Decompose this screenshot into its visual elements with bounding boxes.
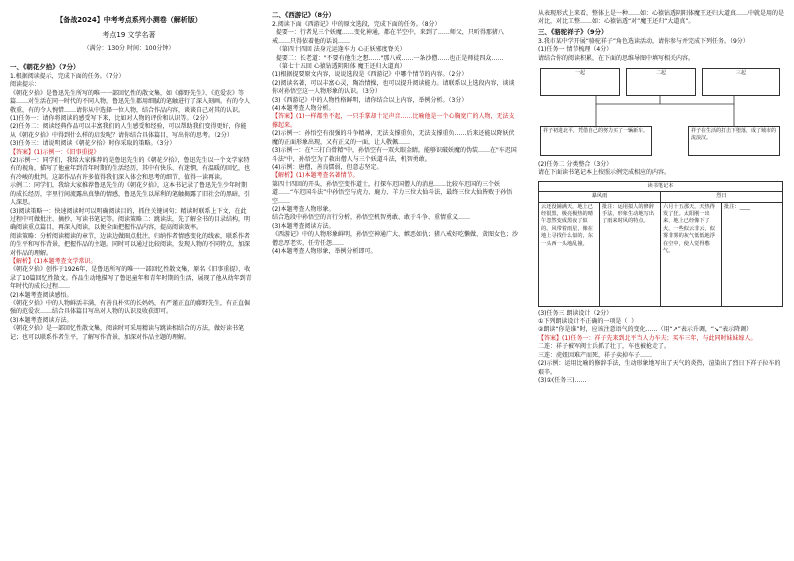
question-text: 1.根据阅读提示，完成下面的任务。（7分） 阅读提示： 《朝花夕拾》是鲁迅先生所写的唯一一部回忆性的散文集，如《藤野先生》、《范爱农》等篇……对生活在同一时代的不同人物，鲁迅先生都用细腻的笔触进行了深入刻画。有的令人敬重，有的令人惋惜……请你从中选择一位人物，结合作品内容，谈谈自己对其的认识。	[10, 73, 251, 114]
node-heading: 一起	[574, 70, 585, 77]
analysis-tag: 【解析】(1)本题考查名著情节。	[272, 172, 359, 180]
task-list: (1)任务一：请你将阅读的感受写下来，比如对人物的评价和认识等。（2分） (2)任务二：阅读经典作品可以丰富我们的人生感受和经验，可以帮助我们变得更好，你能从《朝花夕拾》中得到什么样的启发呢？请你结合具体篇目，写出你的思考。（2分） (3)任务三：请说明阅读《朝花夕拾》时你采取的策略。（3分）	[10, 115, 247, 148]
analysis-tag: 【解析】(1)本题考查文学常识。	[10, 257, 97, 265]
passage-text: 2.阅读下面《西游记》中的原文选段，完成下面的任务。（8分） 提要一：行者见三个妖魔……变化神通，都在半空中，来到了……师父，只听得那猪八戒……只得依着他的话说…… （第四十四回 法身元运逢车力 心正妖邪度脊关）	[272, 21, 504, 54]
section-heading: 三、《骆驼祥子》（9分）	[538, 27, 608, 36]
table-cell-quote: 六月十五那天，天热得发了狂。太阳刚一出来，地上已经像下了火。一些似云非云，似雾非雾的灰气低低地浮在空中，使人觉得憋气。	[661, 202, 722, 306]
mind-map-node-1	[540, 68, 620, 96]
answer-text: 阅读策略：分析阅读精读的章节，边读边做圈点批注，归纳作者情感变化的线索，联系作者的生平和写作背景，把握作品的主题。同时可以通过比较阅读，发现人物的不同特点，加深对作品的理解。	[10, 232, 251, 257]
mind-map-node-end	[688, 126, 780, 156]
mind-map-node-2	[626, 68, 696, 96]
analysis-text: 《朝花夕拾》创作于1926年，是鲁迅所写的唯一一部回忆性散文集，原名《旧事重提》，收录了10篇回忆性散文。作品生动地描写了鲁迅童年和青年时期的生活，展现了他从幼年到青年时代的成长过程…… (2)本题考查阅读感悟。 《朝花夕拾》中的人物鲜活丰满，有善良朴实的长妈妈，有严谨正直的藤野先生，有正直倔强的范爱农……结合具体篇目写出对人物的认识及收获即可。 (3)本题考查阅读方法。 《朝花夕拾》是一部回忆性散文集，阅读时可采用精读与跳读相结合的方法，做好读书笔记；也可以联系作者生平，了解写作背景，加深对作品主题的理解。	[10, 266, 252, 341]
table-cell-quote: 云还没铺满天，地上已经很黑，极亮极热的晴午忽然变成黑夜了似的。风带着雨星，像在地上寻找什么似的，东一头西一头地乱撞。	[539, 202, 600, 306]
plot-mind-map	[538, 66, 783, 158]
node-text: 祥子初进北平，凭借自己的努力买了一辆新车。	[543, 128, 649, 135]
task-list: (2)任务二 分类整合（3分） 请在下面读书笔记本上按照示例完成相应的内容。	[538, 161, 671, 177]
doc-meta: （满分：130分 时间：100分钟）	[83, 45, 175, 52]
answer-tag: 【答案】(1)示例一：《旧事重提》	[10, 148, 100, 156]
answer-text: 二连：祥子被军阀士兵抓了壮丁，车也被抢走了。 三连：虎妞因难产而死，祥子卖掉车子…… (2)示例：运用比喻的修辞手法，生动形象地写出了天气的炎热，渲染出了烈日下祥子拉车的艰辛。 (3)①(任务三)……	[538, 343, 781, 384]
answer-tag: 【答案】(1)一样都坐不起，一只手掌却十足声音……比喻他是一个心胸宽广的人物，无法支撑起来。	[272, 113, 515, 129]
table-header-sun: 烈日	[661, 192, 783, 202]
mind-map-node-3	[702, 68, 780, 96]
answer-text: (2)示例一：孙悟空有很强的斗争精神，无法支撑重负，无法支撑重负……后来还能以降妖伏魔的正面形象出现，又有正义的一面，让人敬佩…… (3)示例一：在"三打白骨精"中，孙悟空有一双火眼金睛，能够识破妖魔的伪装……在"车迟国斗法"中，孙悟空为了救出僧人与三个妖道斗法，机智勇敢。 (4)示例：唐僧，善良懦弱，但意志坚定。	[272, 130, 517, 171]
task-list: (1)根据提要原文内容，说说选段是《西游记》中哪个情节的内容。（2分） (2)阅读名著，可以丰富心灵，陶冶情操，也可以提升阅读能力。请联系以上选段内容，谈谈你对孙悟空这一人物形象的认识。（3分） (3)《西游记》中的人物性格鲜明，请你结合以上内容，举例分析。（3分） (4)本题考查人物分析。	[272, 71, 515, 113]
node-text: 祥子在生活的打击下堕落，成了城市的流浪汉。	[691, 128, 777, 142]
table-header-storm: 暴风雨	[539, 192, 661, 202]
middle-column	[266, 0, 524, 561]
doc-title: 【备战2024】中考考点系列小测卷（解析版）	[56, 16, 202, 24]
answer-text: (2)示例一：同学们，我给大家推荐的是鲁迅先生的《朝花夕拾》，鲁迅先生以一个文学家特有的视角，描写了他童年到青年时期的生活经历，其中有快乐、有迷惘，有温暖的回忆，也有冷峻的批判。这部作品有许多值得我们深入体会和思考的细节，值得一读再读。 示例二：同学们，我给大家推荐鲁迅先生的《朝花夕拾》，这本书记录了鲁迅先生少年时期的成长经历，字里行间流露出真挚的情感，鲁迅先生以犀利的笔触揭露了旧社会的黑暗，引人深思。 (3)阅读策略一：快速阅读时可以明确阅读目的，抓住关键词句；精读时联系上下文，在此过程中可做批注、摘抄、写读书笔记等。阅读策略二：跳读法，先了解全书的目录结构，明确阅读重点篇目，再深入阅读，以便全面把握作品内容，提高阅读效率。	[10, 157, 251, 232]
left-column	[0, 0, 258, 561]
doc-subtitle: 考点19 文学名著	[102, 31, 156, 39]
passage-text: 提要二：长老道："不要有他生之想……"那八戒……一条沙僧……也正是师徒四众…… （第七十五回 心猿钻透阴阳体 魔王还归大道真）	[275, 54, 504, 71]
table-cell-note: 批注：运用拟人的修辞手法，形象生动地写出了雨来时风的特点。	[600, 202, 661, 306]
answer-tag: 【答案】(1)任务一：祥子先来到北平当人力车夫；买车三年，与此同时妹妹嫁人。	[538, 334, 757, 342]
section-heading: 一、《朝花夕拾》（7分）	[10, 63, 80, 71]
analysis-text: 从表现形式上来看，整体上是一种……如：心猿钻透阴阳体魔王还归大道真……中就是用的是对比，对比工整……如：心猿钻透“对”魔王还归“大道真”。	[538, 10, 785, 26]
mind-map-node-start	[540, 126, 652, 156]
table-cell-note: 批注：____	[722, 202, 783, 306]
section-heading: 二、《西游记》（8分）	[272, 11, 336, 19]
node-heading: 三起	[735, 70, 746, 77]
analysis-text: 第四十四回的开头，孙悟空变作道士，打探车迟国僧人的消息……比较车迟国的三个妖道……“车迟国斗法”中孙悟空与虎力、鹿力、羊力三位大仙斗法，最终三位大仙皆败于孙悟空…… (2)本题考查人物形象。 结合选段中孙悟空的言行分析，孙悟空机智勇敢、敢于斗争、重情重义…… (3)本题考查阅读方法。 《西游记》中的人物形象鲜明，孙悟空神通广大、嫉恶如仇；猪八戒好吃懒做、贪图女色；沙僧忠厚老实、任劳任怨…… (4)本题考查人物形象，举例分析即可。	[272, 180, 519, 255]
task-list: 3.我市某中学开展“骆驼祥子”角色选读活动，请你参与并完成下列任务。（9分） (1)任务一 情节梳理（4分） 请结合你的阅读积累，在下面的思维导图中填写相关内容。	[538, 37, 749, 62]
reading-notes-table	[538, 181, 783, 307]
right-column	[532, 0, 794, 561]
task-list: (3)任务三 朗读设计（2分） ①下列朗读设计不正确的一项是（ ） ②朗读“你是谁”时，应该注意语气的变化……（用“↗”表示升调，“↘”表示降调）	[538, 309, 753, 334]
table-caption: 读书笔记本	[539, 181, 783, 191]
node-heading: 二起	[655, 70, 666, 77]
